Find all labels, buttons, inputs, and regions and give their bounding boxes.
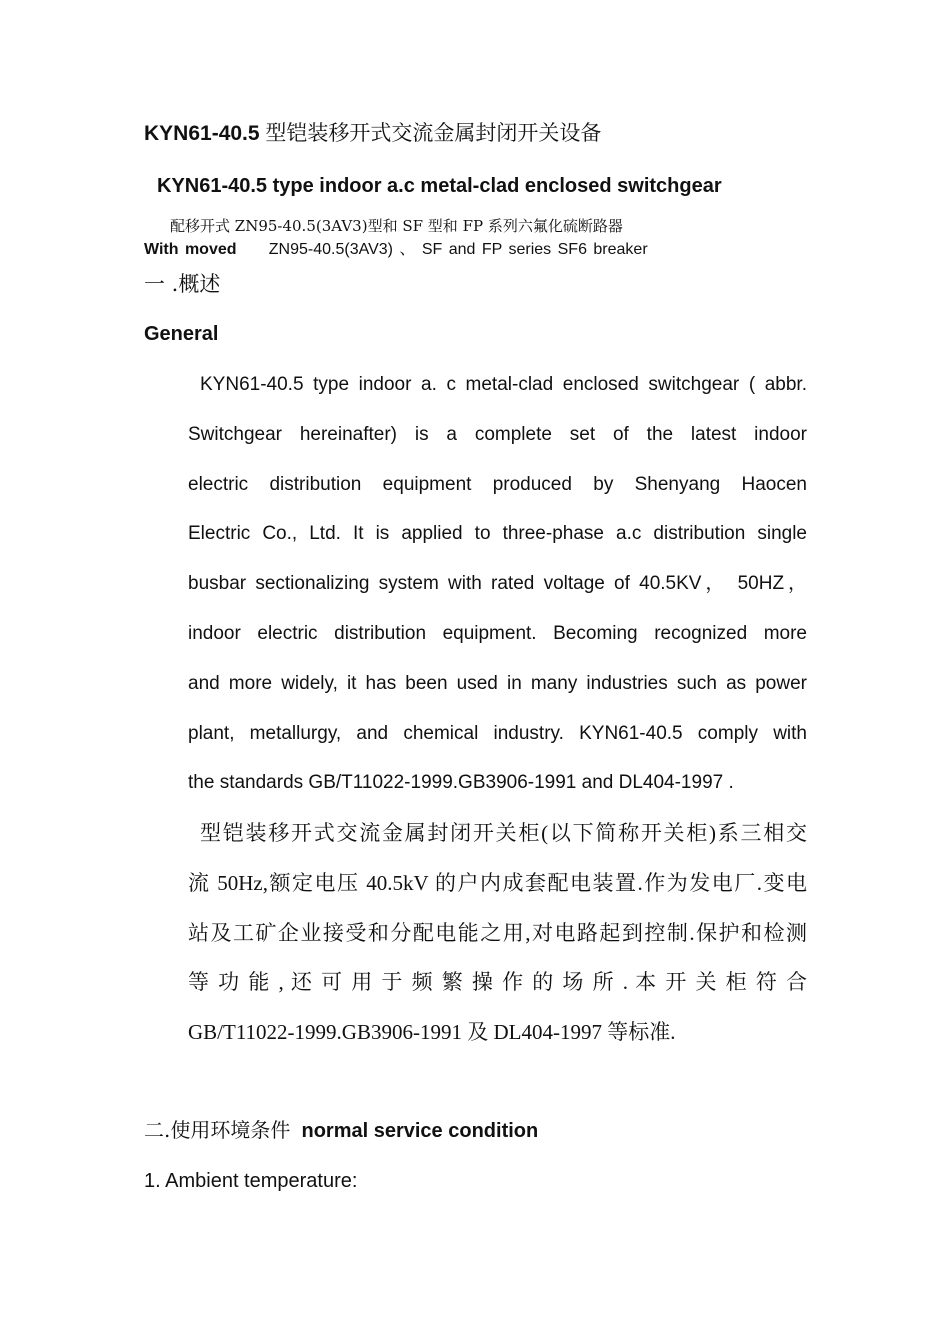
subtitle-en: [144, 242, 648, 258]
paragraph-line: Electric Co., Ltd. It is applied to three-phase a.c distribution single: [188, 523, 807, 545]
paragraph-line: Switchgear hereinafter) is a complete set of the latest indoor: [188, 423, 807, 445]
paragraph-line: busbar sectionalizing system with rated voltage of 40.5KV， 50HZ，: [188, 573, 807, 595]
section1-heading-cn: 一 .概述: [144, 272, 221, 296]
subtitle-en-rest: ZN95-40.5(3AV3) 、 SF and FP series SF6 breaker: [268, 241, 648, 258]
list-item-ambient-temperature: 1. Ambient temperature:: [144, 1170, 358, 1192]
document-title-cn: [144, 123, 601, 144]
title-cn-text: 型铠装移开式交流金属封闭开关设备: [265, 121, 602, 145]
paragraph-line: indoor electric distribution equipment. Becoming recognized more: [188, 622, 807, 644]
subtitle-cn: 配移开式 ZN95-40.5(3AV3)型和 SF 型和 FP 系列六氟化硫断路器: [170, 217, 623, 235]
section2-heading-cn: 二.使用环境条件: [144, 1118, 291, 1142]
paragraph-line: 型铠装移开式交流金属封闭开关柜(以下简称开关柜)系三相交: [200, 821, 807, 845]
paragraph-line: KYN61-40.5 type indoor a. c metal-clad enclosed switchgear ( abbr.: [200, 374, 807, 395]
paragraph-line: plant, metallurgy, and chemical industry. KYN61-40.5 comply with: [188, 722, 807, 744]
document-title-en: KYN61-40.5 type indoor a.c metal-clad enclosed switchgear: [157, 175, 722, 197]
paragraph-line: 等 功 能 , 还 可 用 于 频 繁 操 作 的 场 所 . 本 开 关 柜 符 合: [188, 970, 807, 995]
section2-heading: [144, 1120, 538, 1141]
paragraph-line: 站及工矿企业接受和分配电能之用,对电路起到控制.保护和检测: [188, 920, 807, 945]
title-code: KYN61-40.5: [144, 122, 260, 145]
paragraph-line: 流 50Hz,额定电压 40.5kV 的户内成套配电装置.作为发电厂.变电: [188, 870, 807, 895]
section1-paragraph-en: [188, 372, 807, 820]
section2-heading-en: normal service condition: [301, 1120, 539, 1142]
subtitle-en-bold: With moved: [144, 241, 237, 258]
section1-paragraph-cn: [188, 820, 807, 1069]
paragraph-line: electric distribution equipment produced by Shenyang Haocen: [188, 473, 807, 495]
paragraph-line: and more widely, it has been used in many industries such as power: [188, 672, 807, 694]
section1-heading-en: General: [144, 323, 219, 345]
paragraph-line: the standards GB/T11022-1999.GB3906-1991 and DL404-1997 .: [188, 772, 734, 794]
paragraph-line: GB/T11022-1999.GB3906-1991 及 DL404-1997 等标准.: [188, 1020, 676, 1045]
